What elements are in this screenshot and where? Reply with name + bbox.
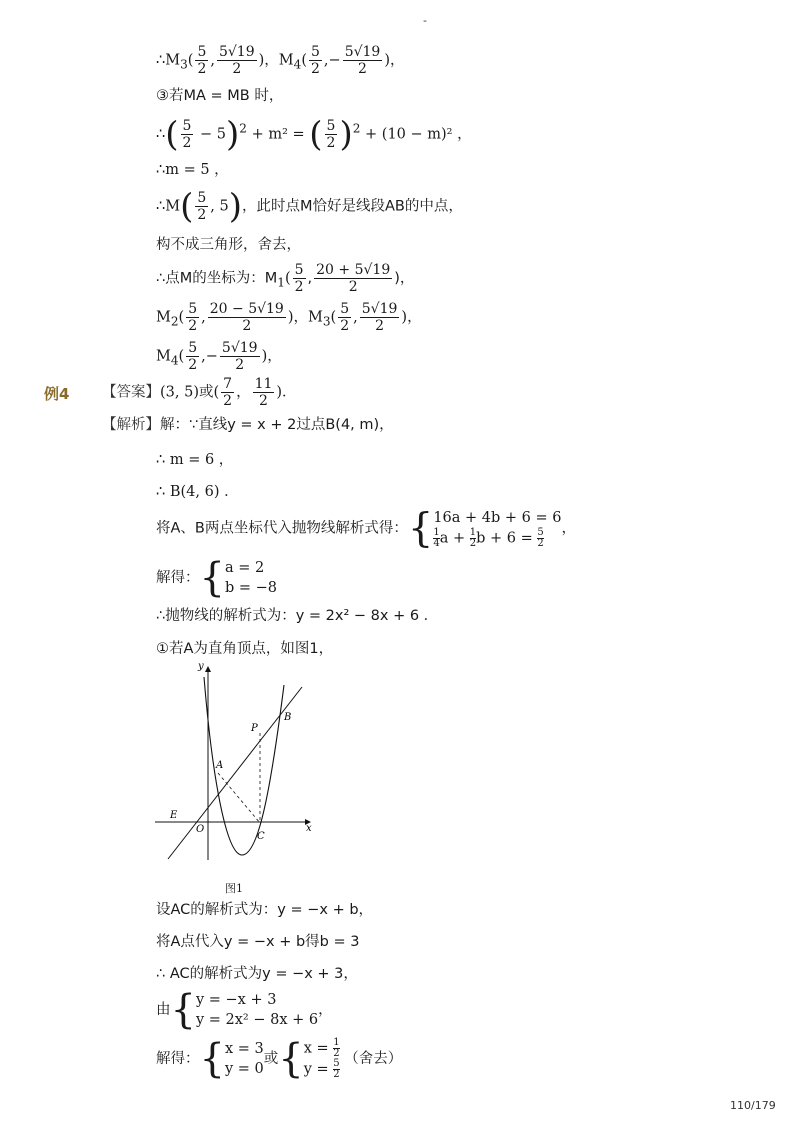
- fraction: [314, 262, 392, 295]
- fraction: [333, 1038, 339, 1059]
- sub: 3: [322, 314, 331, 329]
- eq: y = 2x² − 8x + 6: [195, 1012, 319, 1028]
- num: 5: [294, 262, 304, 278]
- den: 2: [333, 1048, 340, 1059]
- step-parabola: ∴抛物线的解析式为：y = 2x² − 8x + 6 ．: [156, 608, 439, 624]
- fraction: [325, 118, 338, 151]
- text: )，M: [258, 52, 294, 69]
- text: (3, 5)或(: [160, 384, 220, 401]
- fraction: [195, 190, 208, 223]
- den: 2: [197, 207, 207, 223]
- den: 2: [333, 1069, 340, 1080]
- step-ac-result: ∴ AC的解析式为y = −x + 3，: [156, 966, 358, 982]
- label-e: E: [170, 810, 178, 821]
- text: 解得：: [156, 1051, 200, 1067]
- text: (: [301, 52, 307, 69]
- page-number: 110/179: [730, 1099, 776, 1112]
- den: 2: [311, 61, 320, 77]
- num: 1: [333, 1037, 340, 1048]
- text: ,−: [323, 52, 341, 69]
- step-ac-form: 设AC的解析式为：y = −x + b，: [156, 902, 374, 918]
- text: 解：∵直线y = x + 2过点B(4, m)，: [160, 417, 394, 433]
- num: 5: [326, 118, 336, 134]
- num: 5: [333, 1058, 340, 1069]
- step-system-intersect: 由{ y = −x + 3 y = 2x² − 8x + 6 ，: [156, 987, 333, 1033]
- eq: [304, 1059, 340, 1080]
- text: (: [187, 52, 194, 69]
- fraction: [186, 340, 199, 373]
- step-solve-ab: 解得：{ a = 2 b = −8: [156, 555, 277, 601]
- eq: [304, 1038, 340, 1059]
- text: M: [156, 348, 171, 365]
- den: 2: [188, 318, 198, 334]
- figure-caption: 图1: [225, 882, 243, 895]
- den: 2: [235, 357, 245, 373]
- label-x: x: [306, 823, 312, 834]
- text: M: [156, 309, 171, 326]
- num: 5: [197, 190, 207, 206]
- sub: 1: [277, 275, 285, 290]
- num: 11: [254, 376, 273, 392]
- fraction: [221, 376, 234, 409]
- analysis-line: [102, 415, 394, 435]
- line-reject: 构不成三角形，舍去，: [156, 237, 301, 253]
- den: 2: [340, 318, 350, 334]
- den: 2: [197, 61, 207, 77]
- num: 5√19: [218, 44, 255, 60]
- line-midpoint: ∴M( $\frac{5}{2}$ , 5)，此时点M恰好是线段AB的中点，: [156, 186, 463, 227]
- label-a: A: [216, 760, 224, 771]
- den: 2: [537, 538, 544, 549]
- answer-tag: 【答案】: [102, 384, 160, 401]
- line-equation: ∴( $\frac{5}{2}$ − 5)$^2$ + m² = ( $\frac{5}{2}$ )$^2$ + (10 − m)² ，: [156, 114, 472, 155]
- num: 5: [537, 527, 544, 538]
- num: 5√19: [221, 340, 258, 356]
- text: − 5: [200, 126, 227, 143]
- fraction: [220, 340, 260, 373]
- fraction: [186, 301, 199, 334]
- text: ，: [561, 520, 576, 537]
- step-b-point: ∴ B(4, 6) ．: [156, 484, 239, 500]
- eq: y = 0: [224, 1061, 264, 1077]
- step-solve-intersect: 解得：{ x = 3 y = 0 或{ x = $\frac{1}{2}$ y = $\frac{5}{2}$ （舍去）: [156, 1036, 403, 1082]
- fraction: [537, 528, 543, 549]
- eq: x = 3: [224, 1041, 264, 1057]
- fraction: [360, 301, 400, 334]
- label-p: P: [251, 723, 258, 734]
- num: 1: [469, 527, 477, 538]
- text: )，: [401, 309, 422, 326]
- den: 4: [433, 538, 440, 549]
- text: )，: [384, 52, 405, 69]
- sub: 4: [293, 57, 302, 72]
- fraction: [293, 262, 306, 295]
- text: ∴M: [156, 52, 181, 69]
- text: ∴点M的坐标为：M: [156, 270, 278, 287]
- top-mark: -: [423, 14, 427, 27]
- fraction: [338, 301, 351, 334]
- den: 2: [182, 135, 192, 151]
- text: ，此时点M恰好是线段AB的中点，: [241, 198, 463, 215]
- den: 2: [375, 318, 385, 334]
- eq: b = −8: [224, 580, 277, 596]
- den: 2: [259, 393, 268, 409]
- text: )．: [276, 384, 297, 401]
- step-system-ab: 将A、B两点坐标代入抛物线解析式得：{ 16a + 4b + 6 = 6 $\frac{1}{4}$ a + $\frac{1}{2}$ b + 6 = $\frac{5}{2}$ ，: [156, 505, 576, 552]
- den: 2: [348, 279, 358, 295]
- text: + (10 − m)² ，: [365, 126, 472, 143]
- text: + m² =: [251, 126, 305, 143]
- den: 2: [242, 318, 252, 334]
- num: 20 − 5√19: [209, 301, 284, 317]
- system: [225, 1039, 264, 1079]
- line-m4: $M_4$( $\frac{5}{2}$ ,− $\frac{5√19}{2}$ )，: [156, 340, 282, 373]
- text: ，: [236, 384, 251, 401]
- line-m2-m3: $M_2$( $\frac{5}{2}$ , $\frac{20 - 5√19}{2}$ )，$M_3$( $\frac{5}{2}$ , $\frac{5√19}{2}$ )，: [156, 301, 422, 334]
- eq: a = 2: [224, 560, 265, 576]
- line-m3-m4: $\therefore M_3$( $\frac{5}{2}$ , $\frac{5√19}{2}$ )，$M_4$( $\frac{5}{2}$ ,− $\frac{5√19}{2}$ )，: [156, 44, 405, 77]
- den: 2: [469, 538, 477, 549]
- figure-1: [150, 655, 320, 865]
- num: 20 + 5√19: [316, 262, 391, 278]
- eq: 16a + 4b + 6 = 6: [433, 510, 562, 526]
- label-y: y: [198, 661, 204, 672]
- den: 2: [232, 61, 242, 77]
- text: （舍去）: [344, 1051, 403, 1067]
- label-b: B: [284, 712, 292, 723]
- fraction: [208, 301, 286, 334]
- text: x =: [303, 1040, 329, 1057]
- fraction: [195, 44, 208, 77]
- system: [225, 558, 277, 598]
- eq: y = −x + 3: [195, 992, 277, 1008]
- line-m-value: ∴m = 5 ，: [156, 162, 229, 178]
- text: )，M: [287, 309, 323, 326]
- text: 由: [156, 1002, 171, 1018]
- segment-ac: [218, 773, 260, 823]
- example-label: 例4: [44, 385, 70, 403]
- num: 5: [188, 301, 198, 317]
- text: )，: [261, 348, 282, 365]
- text: ，: [318, 1002, 333, 1018]
- den: 2: [188, 357, 198, 373]
- num: 5: [311, 44, 320, 60]
- fraction: [333, 1059, 339, 1080]
- sub: 3: [180, 57, 188, 72]
- line-m1: ∴点M的坐标为：$M_1$( $\frac{5}{2}$ , $\frac{20 + 5√19}{2}$ )，: [156, 262, 415, 295]
- num: 5√19: [361, 301, 398, 317]
- text: ∴: [156, 126, 166, 143]
- num: 5: [197, 44, 207, 60]
- answer-line: [102, 376, 297, 409]
- text: )，: [394, 270, 415, 287]
- fraction: [181, 118, 194, 151]
- num: 5: [188, 340, 198, 356]
- num: 1: [433, 527, 440, 538]
- label-c: C: [257, 831, 265, 842]
- text: 或: [263, 1051, 279, 1067]
- fraction: [343, 44, 383, 77]
- den: 2: [223, 393, 233, 409]
- fraction: [253, 376, 275, 409]
- text: a +: [439, 530, 466, 547]
- step-case1: ①若A为直角顶点，如图1，: [156, 641, 334, 657]
- text: b + 6 =: [476, 530, 533, 547]
- step-m6: ∴ m = 6 ，: [156, 452, 234, 468]
- line-case3: ③若MA = MB 时，: [156, 88, 284, 104]
- system: [196, 990, 318, 1030]
- sub: 2: [170, 314, 179, 329]
- text: 解得：: [156, 570, 200, 586]
- analysis-tag: 【解析】: [102, 417, 160, 433]
- system: [433, 508, 561, 549]
- system: [304, 1038, 340, 1080]
- eq: [433, 528, 561, 549]
- sub: 4: [170, 353, 179, 368]
- text: ∴M: [156, 198, 181, 215]
- num: 7: [223, 376, 233, 392]
- line-eb: [168, 687, 302, 859]
- den: 2: [294, 279, 304, 295]
- num: 5: [340, 301, 350, 317]
- label-o: O: [196, 824, 205, 835]
- text: 将A、B两点坐标代入抛物线解析式得：: [156, 520, 408, 537]
- num: 5: [182, 118, 192, 134]
- den: 2: [358, 61, 367, 77]
- text: y =: [303, 1061, 329, 1078]
- den: 2: [326, 135, 336, 151]
- num: 5√19: [344, 44, 381, 60]
- step-ac-substitute: 将A点代入y = −x + b得b = 3: [156, 934, 360, 950]
- fraction: [217, 44, 257, 77]
- text: , 5: [210, 198, 229, 215]
- fraction: [309, 44, 322, 77]
